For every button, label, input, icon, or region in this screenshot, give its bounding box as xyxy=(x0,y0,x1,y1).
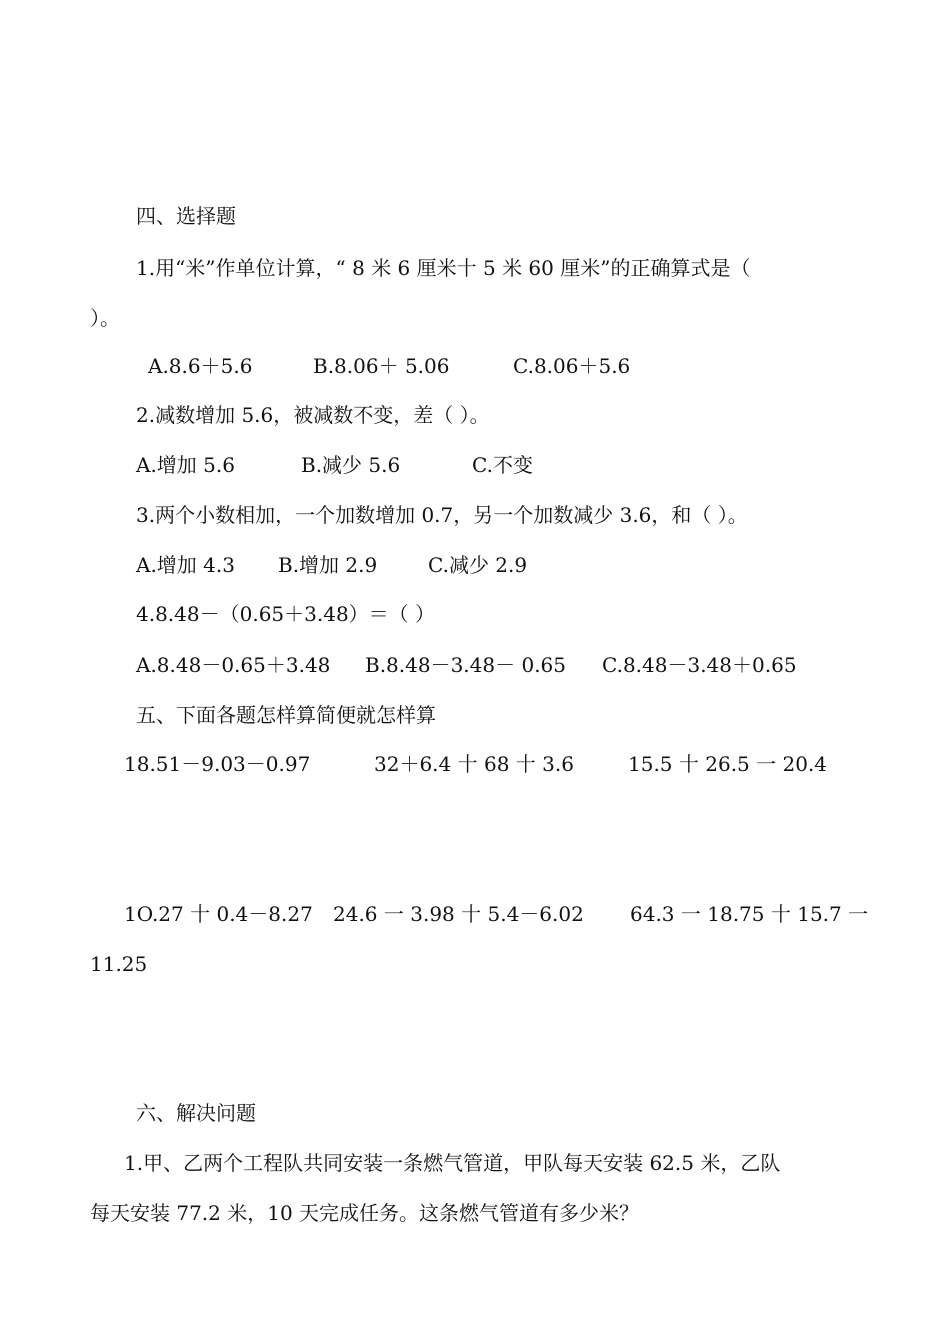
calc-expression: 1O.27 十 0.4－8.27 xyxy=(124,902,313,926)
calc-expression-wrap: 11.25 xyxy=(90,952,148,976)
question-3-text: 3.两个小数相加，一个加数增加 0.7，另一个加数减少 3.6，和（ ）。 xyxy=(136,503,748,527)
question-2-option-c: C.不变 xyxy=(472,453,533,477)
question-2-text: 2.减数增加 5.6，被减数不变，差（ ）。 xyxy=(136,403,490,427)
question-1-option-a: A.8.6＋5.6 xyxy=(148,354,253,378)
question-1-option-b: B.8.06＋ 5.06 xyxy=(313,354,450,378)
question-2-option-a: A.增加 5.6 xyxy=(136,453,235,477)
question-1-line2: ）。 xyxy=(90,306,120,330)
question-4-option-b: B.8.48－3.48－ 0.65 xyxy=(365,653,567,677)
question-3-option-b: B.增加 2.9 xyxy=(278,553,378,577)
question-1-line1: 1.用“米”作单位计算，“ 8 米 6 厘米十 5 米 60 厘米”的正确算式是（ xyxy=(136,256,751,280)
question-3-option-a: A.增加 4.3 xyxy=(136,553,235,577)
section-4-title: 四、选择题 xyxy=(136,204,236,228)
section-6-title: 六、解决问题 xyxy=(136,1101,256,1125)
calc-expression: 15.5 十 26.5 一 20.4 xyxy=(628,752,828,776)
question-3-option-c: C.减少 2.9 xyxy=(428,553,528,577)
question-4-option-c: C.8.48－3.48＋0.65 xyxy=(602,653,797,677)
calc-expression: 64.3 一 18.75 十 15.7 一 xyxy=(630,902,869,926)
problem-1-line1: 1.甲、乙两个工程队共同安装一条燃气管道，甲队每天安装 62.5 米，乙队 xyxy=(124,1151,781,1175)
question-4-option-a: A.8.48－0.65＋3.48 xyxy=(136,653,331,677)
calc-expression: 24.6 一 3.98 十 5.4－6.02 xyxy=(333,902,584,926)
question-4-text: 4.8.48－（0.65＋3.48）＝（ ） xyxy=(136,602,436,626)
section-5-title: 五、下面各题怎样算简便就怎样算 xyxy=(136,703,436,727)
calc-expression: 32＋6.4 十 68 十 3.6 xyxy=(374,752,574,776)
question-1-option-c: C.8.06＋5.6 xyxy=(513,354,631,378)
question-2-option-b: B.减少 5.6 xyxy=(301,453,401,477)
calc-expression: 18.51－9.03－0.97 xyxy=(124,752,311,776)
problem-1-line2: 每天安装 77.2 米，10 天完成任务。这条燃气管道有多少米？ xyxy=(90,1201,640,1225)
